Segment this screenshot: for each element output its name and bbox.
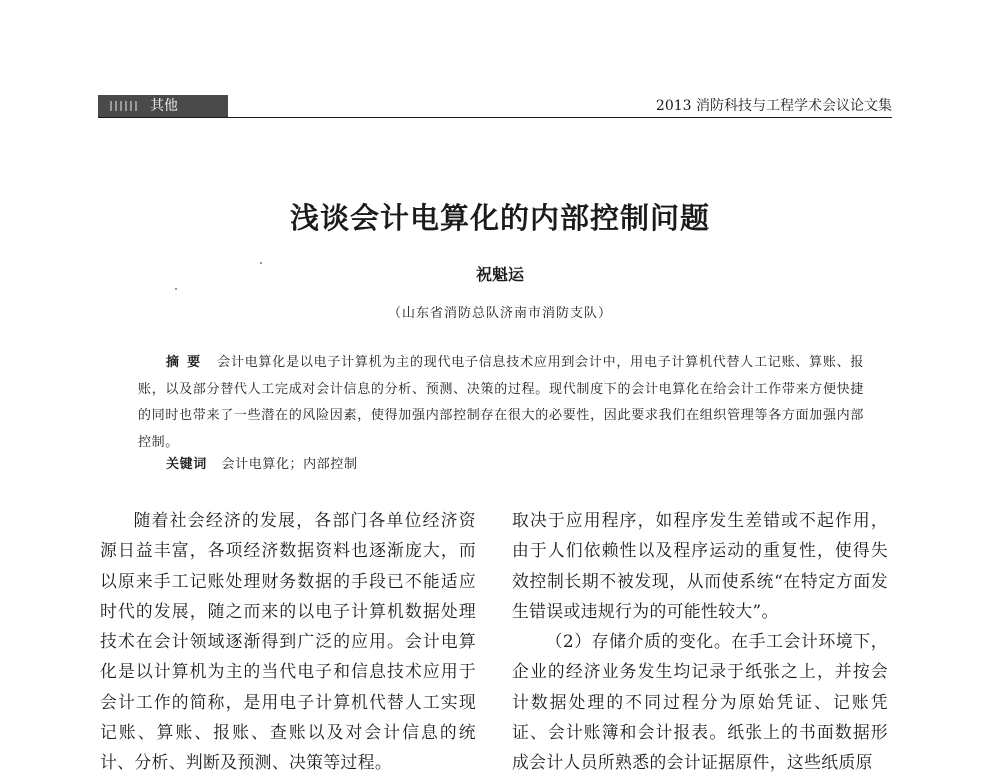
keywords-text: 会计电算化；内部控制 — [221, 457, 358, 472]
body-column-left — [100, 505, 476, 778]
keywords-label: 关键词 — [166, 457, 207, 472]
tab-texture — [110, 101, 138, 111]
paper-affiliation: （山东省消防总队济南市消防支队） — [387, 306, 612, 321]
scan-speck — [175, 288, 177, 290]
body-paragraph: 取决于应用程序，如程序发生差错或不起作用，由于人们依赖性以及程序运动的重复性，使得失效控制长期不被发现，从而使系统“在特定方面发生错误或违规行为的可能性较大”。 — [512, 510, 888, 621]
paper-author: 祝魁运 — [475, 265, 524, 284]
body-paragraph: 随着社会经济的发展，各部门各单位经济资源日益丰富，各项经济数据资料也逐渐庞大，而以原来手工记账处理财务数据的手段已不能适应时代的发展，随之而来的以电子计算机数据处理技术在会计领域逐渐得到广泛的应用。会计电算化是以计算机为主的当代电子和信息技术应用于会计工作的简称，是用电子计算机代替人工实现记账、算账、报账、查账以及对会计信息的统计、分析、判断及预测、决策等过程。 — [100, 510, 476, 773]
abstract-label: 摘要 — [166, 355, 209, 370]
section-tab — [98, 95, 228, 117]
abstract-block — [138, 350, 864, 456]
abstract-text: 会计电算化是以电子计算机为主的现代电子信息技术应用到会计中，用电子计算机代替人工记账、算账、报账，以及部分替代人工完成对会计信息的分析、预测、决策的过程。现代制度下的会计电算化在给会计工作带来方便快捷的同时也带来了一些潜在的风险因素，使得加强内部控制存在很大的必要性，因此要求我们在组织管理等各方面加强内部控制。 — [138, 355, 865, 450]
section-tab-label: 其他 — [150, 98, 178, 114]
body-column-right — [512, 505, 888, 778]
keywords-block — [166, 452, 358, 478]
journal-title: 2013 消防科技与工程学术会议论文集 — [655, 98, 892, 114]
body-paragraph: （2）存储介质的变化。在手工会计环境下，企业的经济业务发生均记录于纸张之上，并按会计数据处理的不同过程分为原始凭证、记账凭证、会计账簿和会计报表。纸张上的书面数据形成会计人员所熟悉的会计证据原件，这些纸质原 — [512, 631, 888, 773]
paper-title: 浅谈会计电算化的内部控制问题 — [289, 201, 710, 235]
header-rule — [98, 117, 892, 118]
